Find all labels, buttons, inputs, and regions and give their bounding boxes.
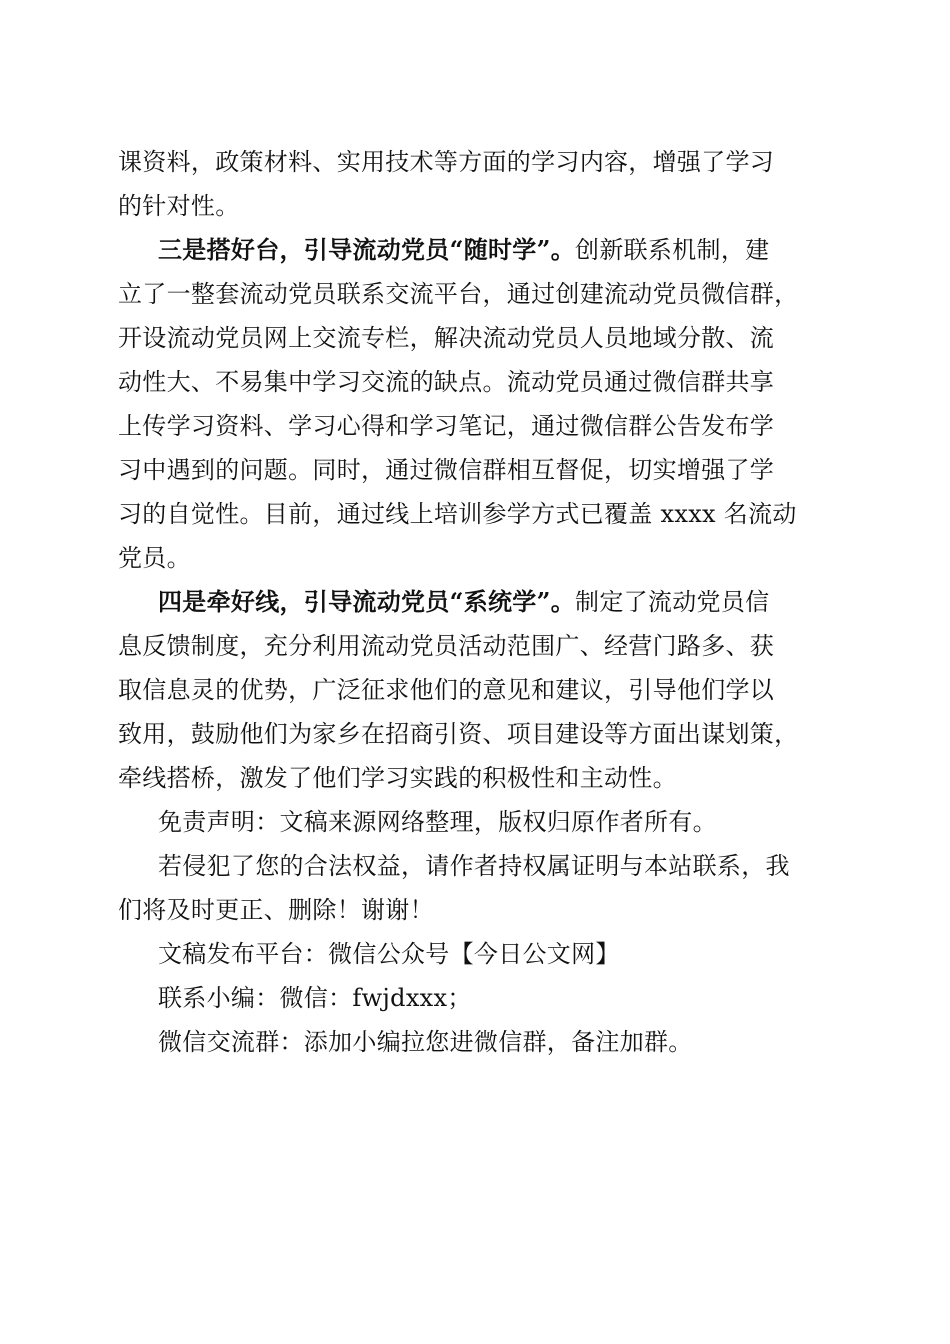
text-line: 习中遇到的问题。同时，通过微信群相互督促，切实增强了学 (118, 456, 775, 484)
text-line: 上传学习资料、学习心得和学习笔记，通过微信群公告发布学 (118, 412, 775, 440)
document-body (118, 140, 830, 1064)
paragraph-study-content (118, 140, 830, 228)
text-span: 创新联系机制，建 (575, 236, 770, 264)
text-line: 党员。 (118, 544, 191, 572)
paragraph-heading: 三是搭好台，引导流动党员“随时学”。 (158, 235, 576, 264)
group-line: 微信交流群：添加小编拉您进微信群，备注加群。 (158, 1028, 693, 1056)
text-line: 息反馈制度，充分利用流动党员活动范围广、经营门路多、获 (118, 632, 775, 660)
text-line: 课资料，政策材料、实用技术等方面的学习内容，增强了学习 (118, 148, 775, 176)
disclaimer-line: 免责声明：文稿来源网络整理，版权归原作者所有。 (158, 808, 717, 836)
text-line (118, 580, 830, 624)
text-line: 立了一整套流动党员联系交流平台，通过创建流动党员微信群， (118, 280, 799, 308)
paragraph-platform (118, 228, 830, 580)
text-line: 开设流动党员网上交流专栏，解决流动党员人员地域分散、流 (118, 324, 775, 352)
text-line: 动性大、不易集中学习交流的缺点。流动党员通过微信群共享 (118, 368, 775, 396)
text-line: 牵线搭桥，激发了他们学习实践的积极性和主动性。 (118, 764, 677, 792)
contact-line: 联系小编：微信：fwjdxxx； (158, 984, 472, 1012)
text-line (118, 228, 830, 272)
text-line: 致用，鼓励他们为家乡在招商引资、项目建设等方面出谋划策， (118, 720, 799, 748)
paragraph-heading: 四是牵好线，引导流动党员“系统学”。 (158, 587, 576, 616)
infringement-line: 们将及时更正、删除！谢谢！ (118, 896, 434, 924)
infringement-line: 若侵犯了您的合法权益，请作者持权属证明与本站联系，我 (158, 852, 790, 880)
text-span: 制定了流动党员信 (575, 588, 770, 616)
paragraph-liaison (118, 580, 830, 800)
text-line: 习的自觉性。目前，通过线上培训参学方式已覆盖 xxxx 名流动 (118, 500, 797, 528)
footer-notice (118, 800, 830, 1064)
text-line: 取信息灵的优势，广泛征求他们的意见和建议，引导他们学以 (118, 676, 775, 704)
text-line: 的针对性。 (118, 192, 240, 220)
platform-line: 文稿发布平台：微信公众号【今日公文网】 (158, 940, 620, 968)
